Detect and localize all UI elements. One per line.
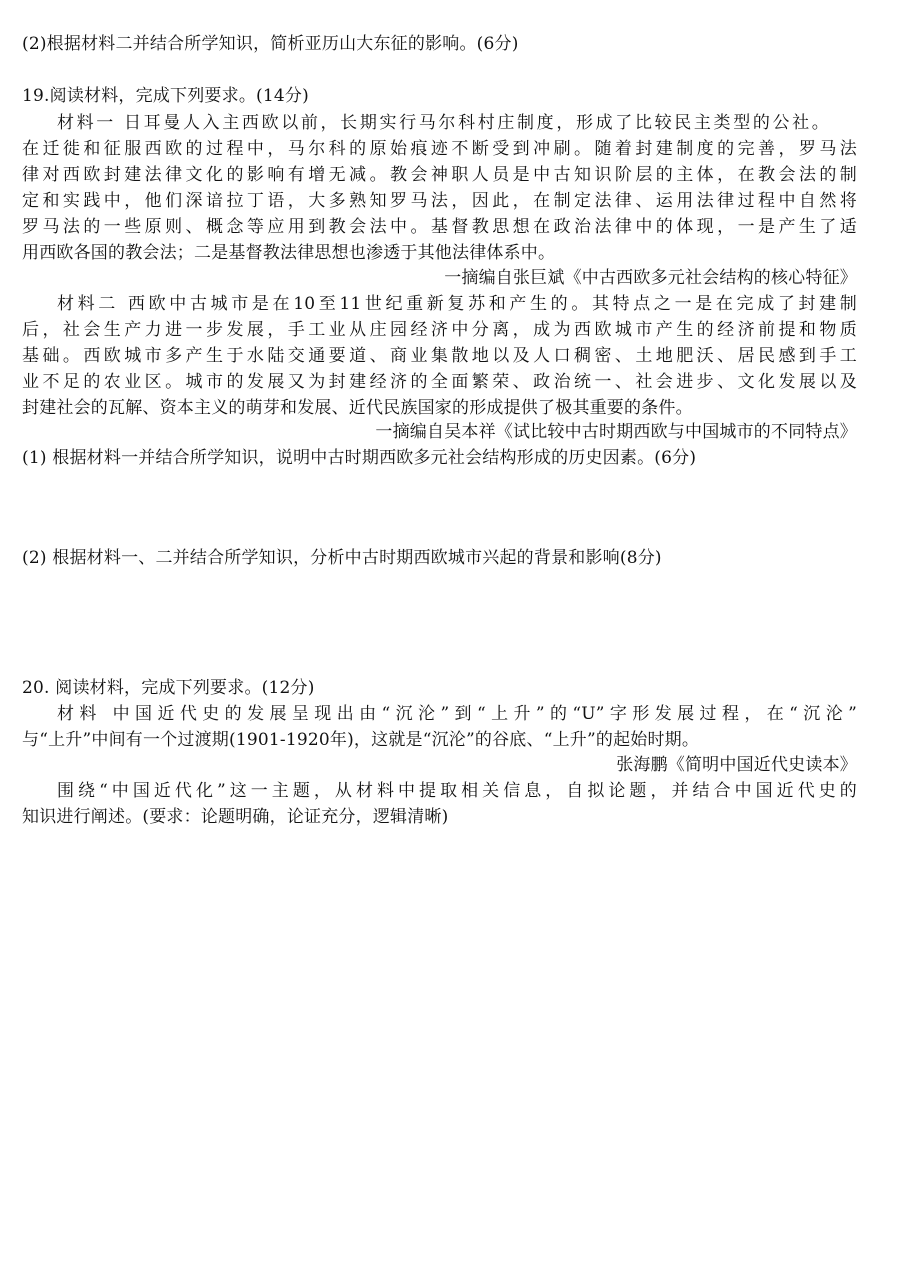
q19-material1-line: 材料一 日耳曼人入主西欧以前，长期实行马尔科村庄制度，形成了比较民主类型的公社。 <box>57 113 829 133</box>
q19-material2-line: 基础。西欧城市多产生于水陆交通要道、商业集散地以及人口稠密、土地肥沃、居民感到手工 <box>22 346 857 366</box>
q20-source: 张海鹏《简明中国近代史读本》 <box>616 755 857 775</box>
q19-material1-line: 罗马法的一些原则、概念等应用到教会法中。基督教思想在政治法律中的体现，一是产生了适 <box>22 217 857 237</box>
q19-sub1: (1) 根据材料一并结合所学知识，说明中古时期西欧多元社会结构形成的历史因素。(6分) <box>22 448 697 468</box>
q19-material2-line: 封建社会的瓦解、资本主义的萌芽和发展、近代民族国家的形成提供了极其重要的条件。 <box>22 398 693 418</box>
q19-material2-source: 一摘编自吴本祥《试比较中古时期西欧与中国城市的不同特点》 <box>375 422 857 442</box>
q19-material1-line: 在迁徙和征服西欧的过程中，马尔科的原始痕迹不断受到冲刷。随着封建制度的完善，罗马法 <box>22 139 857 159</box>
q20-material-line: 与“上升”中间有一个过渡期(1901-1920年)，这就是“沉沦”的谷底、“上升”的起始时期。 <box>22 730 700 750</box>
q20-task-line: 围绕“中国近代化”这一主题，从材料中提取相关信息，自拟论题，并结合中国近代史的 <box>57 781 857 801</box>
q19-material1-line: 定和实践中，他们深谙拉丁语，大多熟知罗马法，因此，在制定法律、运用法律过程中自然将 <box>22 191 857 211</box>
q19-sub2: (2) 根据材料一、二并结合所学知识，分析中古时期西欧城市兴起的背景和影响(8分) <box>22 548 662 568</box>
q20-task-line: 知识进行阐述。(要求：论题明确，论证充分，逻辑清晰) <box>22 807 449 827</box>
q19-material2-line: 业不足的农业区。城市的发展又为封建经济的全面繁荣、政治统一、社会进步、文化发展以及 <box>22 372 857 392</box>
q18-sub2: (2)根据材料二并结合所学知识，简析亚历山大东征的影响。(6分) <box>22 34 519 54</box>
q20-material-line: 材料 中国近代史的发展呈现出由“沉沦”到“上升”的“U”字形发展过程，在“沉沦” <box>57 704 857 724</box>
q19-title: 19.阅读材料，完成下列要求。(14分) <box>22 86 309 106</box>
q19-material2-line: 材料二 西欧中古城市是在10至11世纪重新复苏和产生的。其特点之一是在完成了封建制 <box>57 294 857 314</box>
q19-material1-line: 律对西欧封建法律文化的影响有增无减。教会神职人员是中古知识阶层的主体，在教会法的制 <box>22 165 857 185</box>
q19-material1-source: 一摘编自张巨斌《中古西欧多元社会结构的核心特征》 <box>444 268 857 288</box>
q19-material1-line: 用西欧各国的教会法；二是基督教法律思想也渗透于其他法律体系中。 <box>22 243 556 263</box>
q20-title: 20. 阅读材料，完成下列要求。(12分) <box>22 678 315 698</box>
q19-material2-line: 后，社会生产力进一步发展，手工业从庄园经济中分离，成为西欧城市产生的经济前提和物质 <box>22 320 857 340</box>
